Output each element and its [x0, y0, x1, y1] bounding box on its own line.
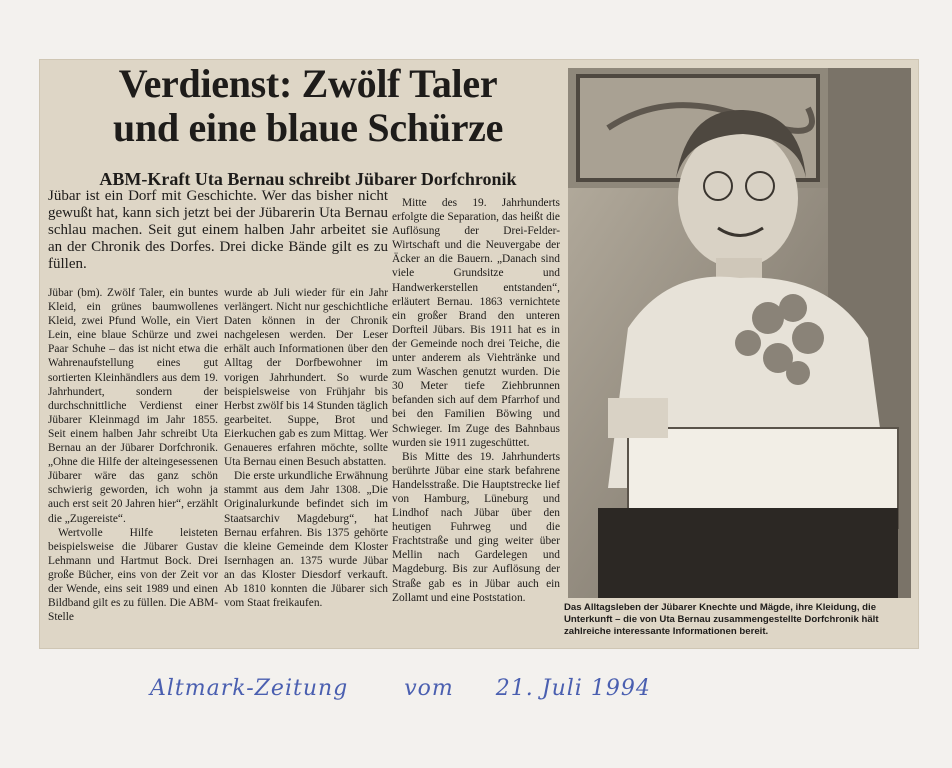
column-1-paragraph: Jübar (bm). Zwölf Taler, ein buntes Kleid, ein grünes baumwollenes Kleid, zwei Pfund Wolle, ein Viert Lein, eine blaue Schürze und zwei Paar Schuhe – das ist nicht etwa die Wahrenaufstellung eines gut sortierten Kleinhändlers aus dem 19. Jahrhundert, sondern der durchschnittliche Verdienst einer Jübarer Kleinmagd im Jahr 1855. Seit einem halben Jahr schreibt Uta Bernau an der Jübarer Dorfchronik. „Ohne die Hilfe der alteingesessenen Jübarer wäre das ganz schön schwierig geworden, ich wohn ja auch erst seit 20 Jahren hier“, erzählt die „Zugereiste“. — [48, 287, 218, 525]
subheadline: ABM-Kraft Uta Bernau schreibt Jübarer Dorfchronik — [99, 169, 517, 189]
handwritten-source-note — [150, 676, 770, 732]
headline-line-2: und eine blaue Schürze — [112, 105, 504, 150]
lead-paragraph: Jübar ist ein Dorf mit Geschichte. Wer das bisher nicht gewußt hat, kann sich jetzt bei der Jübarerin Uta Bernau schlau machen. Seit gut einem halben Jahr arbeitet sie an der Chronik des Dorfes. Drei dicke Bände gilt es zu füllen. — [48, 188, 388, 272]
headline — [48, 62, 568, 150]
column-3-paragraph: Mitte des 19. Jahrhunderts erfolgte die Separation, das heißt die Auflösung der Drei-Felder-Wirtschaft und die Neuvergabe der Äcker an die Bauern. „Danach sind viele Grundsitze und Handwerkerstellen entstanden“, erläutert Bernau. 1863 vernichtete ein großer Brand den unteren Dorfteil Jübars. Bis 1911 hat es in der Gemeinde noch drei Teiche, die unter anderem als Viehtränke und zum Waschen genutzt wurden. Die 30 Meter tiefe Ziehbrunnen befanden sich auf dem Pfarrhof und bei den Familien Böwing und Schwieger. Im Zuge des Bahnbaus wurden sie 1911 zugeschüttet. — [392, 197, 560, 449]
article-column-3 — [392, 196, 560, 641]
column-1-paragraph: Wertvolle Hilfe leisteten beispielsweise die Jübarer Gustav Lehmann und Hartmut Bock. Drei große Bücher, eins von der Zeit vor der Wende, eins seit 1989 und einen Bildband gilt es zu füllen. Die ABM-Stelle — [48, 526, 218, 624]
handwritten-source: Altmark-Zeitung — [150, 676, 349, 701]
article-column-1 — [48, 286, 218, 636]
newspaper-clipping — [40, 60, 918, 648]
column-2-paragraph: Die erste urkundliche Erwähnung stammt aus dem Jahr 1308. „Die Originalurkunde befindet sich im Staatsarchiv Magdeburg“, hat Bernau erfahren. Bis 1375 gehörte die kleine Gemeinde dem Kloster Isernhagen an. 1375 wurde Jübar an das Kloster Diesdorf verkauft. Ab 1810 konnten die Jübarer sich vom Staat freikaufen. — [224, 470, 388, 610]
article-photo — [568, 68, 911, 598]
handwritten-date: 21. Juli 1994 — [495, 676, 651, 701]
article-column-2 — [224, 286, 388, 641]
handwritten-word: vom — [404, 676, 454, 701]
photo-woman-with-chronicle — [568, 68, 911, 598]
column-2-paragraph: wurde ab Juli wieder für ein Jahr verlängert. Nicht nur geschichtliche Daten können in der Chronik nachgelesen werden. Der Leser erhält auch Informationen über den Alltag der Dorfbewohner im vorigen Jahrhundert. So wurde beispielsweise von Frühjahr bis Herbst zwölf bis 14 Stunden täglich gearbeitet. Suppe, Brot und Eierkuchen gab es zum Mittag. Wer Genaueres erfahren möchte, sollte Uta Bernau einen Besuch abstatten. — [224, 287, 388, 469]
column-3-paragraph: Bis Mitte des 19. Jahrhunderts berührte Jübar eine stark befahrene Handelsstraße. Die Hauptstrecke lief von Hamburg, Lüneburg und Lindhof nach Jübar über den heutigen Fuhrweg und die Frachtstraße und ging weiter über Mellin nach Gardelegen und Magdeburg. Bis zur Auflösung der Straße gab es in Jübar auch ein Zollamt und eine Poststation. — [392, 450, 560, 604]
photo-caption: Das Alltagsleben der Jübarer Knechte und Mägde, ihre Kleidung, die Unterkunft – die von Uta Bernau zusammengestellte Dorfchronik hält zahlreiche interessante Informationen bereit. — [564, 602, 879, 637]
headline-line-1: Verdienst: Zwölf Taler — [118, 61, 498, 106]
